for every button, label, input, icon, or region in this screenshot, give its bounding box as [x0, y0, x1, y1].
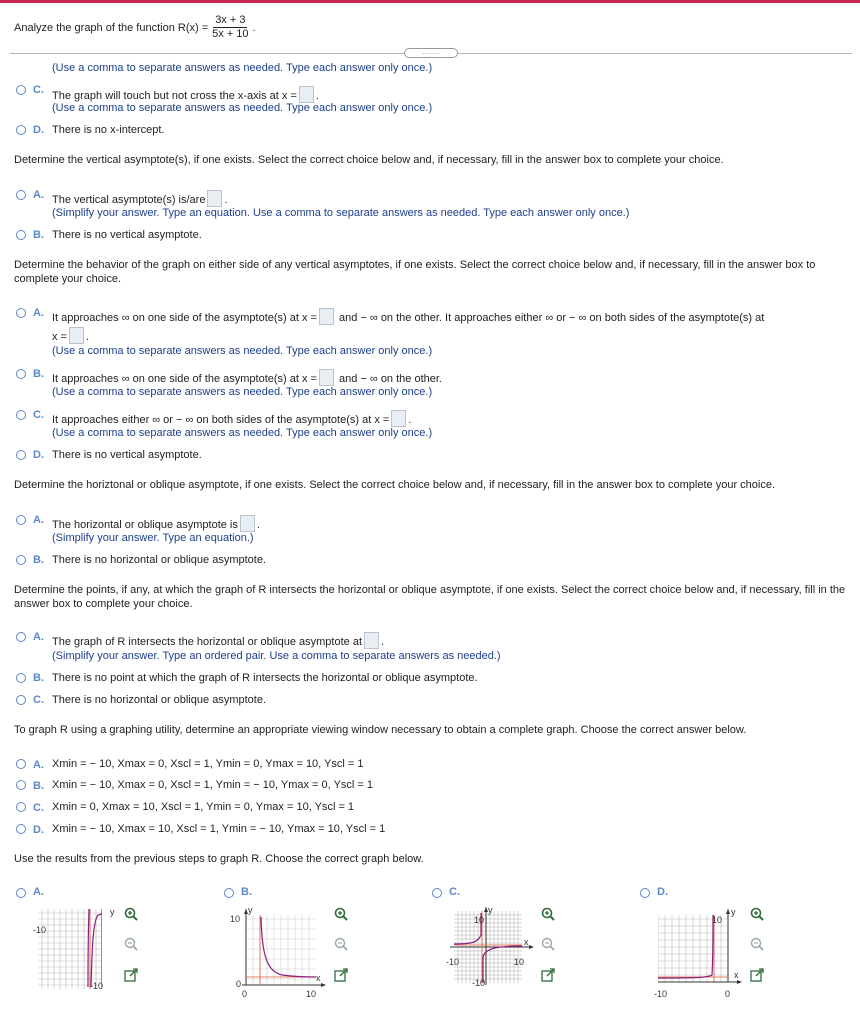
zoom-out-icon[interactable]	[334, 937, 348, 951]
choice-label: A.	[33, 307, 44, 319]
choice-label: A.	[33, 886, 44, 898]
answer-box[interactable]	[299, 86, 314, 103]
graph-thumbnail	[242, 909, 326, 991]
answer-box[interactable]	[319, 369, 334, 386]
choice-label: B.	[241, 886, 252, 898]
graph-choice-c[interactable]	[430, 885, 580, 1000]
axis-label-y: y	[488, 905, 493, 915]
tick-label: 10	[474, 915, 485, 925]
choice-text: The horizontal or oblique asymptote is .	[52, 515, 260, 532]
fraction-denominator: 5x + 10	[212, 28, 249, 40]
question-intersection: Determine the points, if any, at which the graph of R intersects the horizontal or oblique asymptote, if one exists. Select the correct choice below and, if necessary, fill in the answer box to complete your choice.	[14, 584, 846, 610]
choice-text: The graph will touch but not cross the x-axis at x = .	[52, 86, 319, 103]
axis-label-x: x	[316, 973, 321, 983]
graph-choice-b[interactable]	[222, 885, 372, 1000]
graph-choice-a[interactable]	[14, 885, 164, 1000]
choice-label: C.	[33, 694, 44, 706]
answer-box[interactable]	[69, 327, 84, 344]
radio-button[interactable]	[16, 369, 26, 379]
choice-text-part1: It approaches ∞ on one side of the asymptote(s) at x =	[52, 373, 317, 385]
choice-behavior-b[interactable]	[0, 368, 860, 398]
choice-behavior-a[interactable]	[0, 307, 860, 359]
axis-label-y: y	[731, 907, 736, 917]
radio-button[interactable]	[16, 85, 26, 95]
choice-text-part1: It approaches ∞ on one side of the asymptote(s) at x =	[52, 312, 317, 324]
prompt-text: Analyze the graph of the function R(x) =	[14, 21, 209, 34]
axis-label-y: y	[110, 907, 115, 917]
choice-label: D.	[33, 124, 44, 136]
radio-button[interactable]	[16, 888, 26, 898]
radio-button[interactable]	[16, 190, 26, 200]
open-external-icon[interactable]	[541, 968, 555, 982]
tick-label: -10	[472, 978, 486, 988]
choice-ha-a[interactable]	[0, 514, 860, 544]
choice-text-part2: and − ∞ on the other.	[339, 373, 442, 385]
open-external-icon[interactable]	[334, 968, 348, 982]
radio-button[interactable]	[640, 888, 650, 898]
answer-box[interactable]	[319, 308, 334, 325]
open-external-icon[interactable]	[124, 968, 138, 982]
choice-label: C.	[33, 802, 44, 814]
choice-text: Xmin = − 10, Xmax = 0, Xscl = 1, Ymin = 0, Ymax = 10, Yscl = 1	[52, 758, 364, 770]
choice-window-b[interactable]	[0, 779, 860, 793]
choice-text: There is no horizontal or oblique asymptote.	[52, 554, 267, 566]
choice-text: There is no point at which the graph of R intersects the horizontal or oblique asymptote.	[52, 672, 478, 684]
hint-text: (Use a comma to separate answers as needed. Type each answer only once.)	[52, 386, 433, 398]
question-vertical-asymptote: Determine the vertical asymptote(s), if one exists. Select the correct choice below and, if necessary, fill in the answer box to complete your choice.	[14, 154, 724, 166]
radio-button[interactable]	[16, 759, 26, 769]
collapse-toggle[interactable]: ......	[404, 48, 458, 58]
tick-label: 0	[725, 989, 731, 999]
radio-button[interactable]	[16, 824, 26, 834]
axis-label-y: y	[248, 905, 253, 915]
tick-label: -10	[446, 957, 460, 967]
choice-text-main: The horizontal or oblique asymptote is	[52, 519, 238, 531]
radio-button[interactable]	[16, 515, 26, 525]
choice-label: D.	[33, 824, 44, 836]
radio-button[interactable]	[432, 888, 442, 898]
choice-text: Xmin = − 10, Xmax = 0, Xscl = 1, Ymin = − 10, Ymax = 0, Yscl = 1	[52, 779, 374, 791]
choice-text: There is no x-intercept.	[52, 124, 165, 136]
tick-label: 10	[306, 989, 317, 999]
question-viewing-window: To graph R using a graphing utility, determine an appropriate viewing window necessary to obtain a complete graph. Choose the correct answer below.	[14, 724, 747, 736]
zoom-out-icon[interactable]	[750, 937, 764, 951]
choice-text-main: The graph will touch but not cross the x-axis at x =	[52, 90, 297, 102]
choice-text: It approaches either ∞ or − ∞ on both sides of the asymptote(s) at x = .	[52, 410, 411, 427]
choice-label: B.	[33, 672, 44, 684]
choice-label: A.	[33, 759, 44, 771]
tick-label: 10	[514, 957, 525, 967]
answer-box[interactable]	[364, 632, 379, 649]
hint-text: (Simplify your answer. Type an equation. Use a comma to separate answers as needed. Type each answer only once.)	[52, 207, 630, 219]
graph-choice-d[interactable]	[638, 885, 788, 1000]
tick-label: 0	[242, 989, 248, 999]
question-graph: Use the results from the previous steps to graph R. Choose the correct graph below.	[14, 853, 424, 865]
radio-button[interactable]	[16, 410, 26, 420]
question-horizontal-asymptote: Determine the horiztonal or oblique asymptote, if one exists. Select the correct choice below and, if necessary, fill in the answer box to complete your choice.	[14, 479, 776, 491]
hint-text: (Simplify your answer. Type an ordered pair. Use a comma to separate answers as needed.)	[52, 650, 501, 662]
choice-behavior-c[interactable]	[0, 409, 860, 439]
function-fraction	[210, 14, 250, 41]
radio-button[interactable]	[16, 695, 26, 705]
radio-button[interactable]	[16, 780, 26, 790]
tick-label: 0	[236, 979, 242, 989]
tick-label: -10	[654, 989, 668, 999]
choice-xint-c[interactable]	[0, 84, 860, 114]
answer-box[interactable]	[391, 410, 406, 427]
choice-label: C.	[33, 409, 44, 421]
choice-label: D.	[33, 449, 44, 461]
axis-label-x: x	[734, 970, 739, 980]
hint-text: (Use a comma to separate answers as needed. Type each answer only once.)	[52, 427, 433, 439]
radio-button[interactable]	[16, 308, 26, 318]
choice-text-main: The graph of R intersects the horizontal or oblique asymptote at	[52, 636, 363, 648]
radio-button[interactable]	[16, 555, 26, 565]
choice-text: Xmin = 0, Xmax = 10, Xscl = 1, Ymin = 0, Ymax = 10, Yscl = 1	[52, 801, 355, 813]
choice-text: There is no horizontal or oblique asymptote.	[52, 694, 267, 706]
choice-label: B.	[33, 368, 44, 380]
choice-text-main: The vertical asymptote(s) is/are	[52, 194, 206, 206]
choice-label: B.	[33, 554, 44, 566]
radio-button[interactable]	[16, 125, 26, 135]
choice-text: There is no vertical asymptote.	[52, 449, 202, 461]
open-external-icon[interactable]	[750, 968, 764, 982]
radio-button[interactable]	[16, 450, 26, 460]
tick-label: 10	[712, 915, 723, 925]
choice-label: D.	[657, 886, 668, 898]
radio-button[interactable]	[16, 230, 26, 240]
choice-text-line2: x = .	[52, 327, 89, 344]
choice-label: A.	[33, 631, 44, 643]
choice-label: A.	[33, 189, 44, 201]
graph-thumbnail	[450, 907, 534, 989]
graph-thumbnail	[38, 909, 102, 989]
choice-behavior-d[interactable]	[0, 449, 860, 463]
hint-text: (Use a comma to separate answers as needed. Type each answer only once.)	[52, 102, 433, 114]
choice-text: Xmin = − 10, Xmax = 10, Xscl = 1, Ymin = − 10, Ymax = 10, Yscl = 1	[52, 823, 386, 835]
choice-text: The vertical asymptote(s) is/are .	[52, 190, 228, 207]
choice-intersect-b[interactable]	[0, 672, 860, 686]
choice-text	[52, 308, 764, 325]
choice-window-a[interactable]	[0, 758, 860, 772]
period: .	[252, 21, 256, 34]
hint-text: (Use a comma to separate answers as needed. Type each answer only once.)	[52, 62, 433, 74]
zoom-in-icon[interactable]	[750, 907, 764, 921]
tick-label: 10	[230, 914, 241, 924]
radio-button[interactable]	[16, 802, 26, 812]
choice-label: C.	[449, 886, 460, 898]
fraction-numerator: 3x + 3	[215, 14, 246, 26]
radio-button[interactable]	[16, 632, 26, 642]
zoom-out-icon[interactable]	[124, 937, 138, 951]
top-accent-bar	[0, 0, 860, 3]
tick-label: -10	[90, 981, 104, 991]
question-behavior: Determine the behavior of the graph on either side of any vertical asymptotes, if one exists. Select the correct choice below and, if necessary, fill in the answer box to complete your choice.	[14, 259, 816, 285]
graph-thumbnail	[658, 909, 742, 991]
axis-label-x: x	[524, 937, 529, 947]
choice-label: B.	[33, 780, 44, 792]
choice-text: The graph of R intersects the horizontal or oblique asymptote at .	[52, 632, 384, 649]
choice-text-main: It approaches either ∞ or − ∞ on both sides of the asymptote(s) at x =	[52, 414, 390, 426]
choice-label: A.	[33, 514, 44, 526]
radio-button[interactable]	[16, 673, 26, 683]
zoom-in-icon[interactable]	[541, 907, 555, 921]
choice-ha-b[interactable]	[0, 554, 860, 568]
choice-label: B.	[33, 229, 44, 241]
choice-text-part3: x =	[52, 331, 67, 343]
choice-xint-d[interactable]	[0, 124, 860, 138]
zoom-out-icon[interactable]	[541, 937, 555, 951]
tick-label: -10	[33, 925, 47, 935]
choice-va-a[interactable]	[0, 189, 860, 219]
answer-box[interactable]	[207, 190, 222, 207]
choice-window-d[interactable]	[0, 823, 860, 837]
hint-text: (Simplify your answer. Type an equation.)	[52, 532, 254, 544]
radio-button[interactable]	[224, 888, 234, 898]
zoom-in-icon[interactable]	[124, 907, 138, 921]
choice-va-b[interactable]	[0, 229, 860, 243]
choice-text	[52, 369, 442, 386]
choice-label: C.	[33, 84, 44, 96]
choice-window-c[interactable]	[0, 801, 860, 815]
choice-text: There is no vertical asymptote.	[52, 229, 202, 241]
zoom-in-icon[interactable]	[334, 907, 348, 921]
choice-intersect-c[interactable]	[0, 694, 860, 708]
choice-intersect-a[interactable]	[0, 631, 860, 661]
problem-statement	[14, 14, 256, 41]
choice-text-part2: and − ∞ on the other. It approaches either ∞ or − ∞ on both sides of the asymptote(s) at	[339, 312, 765, 324]
hint-text: (Use a comma to separate answers as needed. Type each answer only once.)	[52, 345, 433, 357]
answer-box[interactable]	[240, 515, 255, 532]
